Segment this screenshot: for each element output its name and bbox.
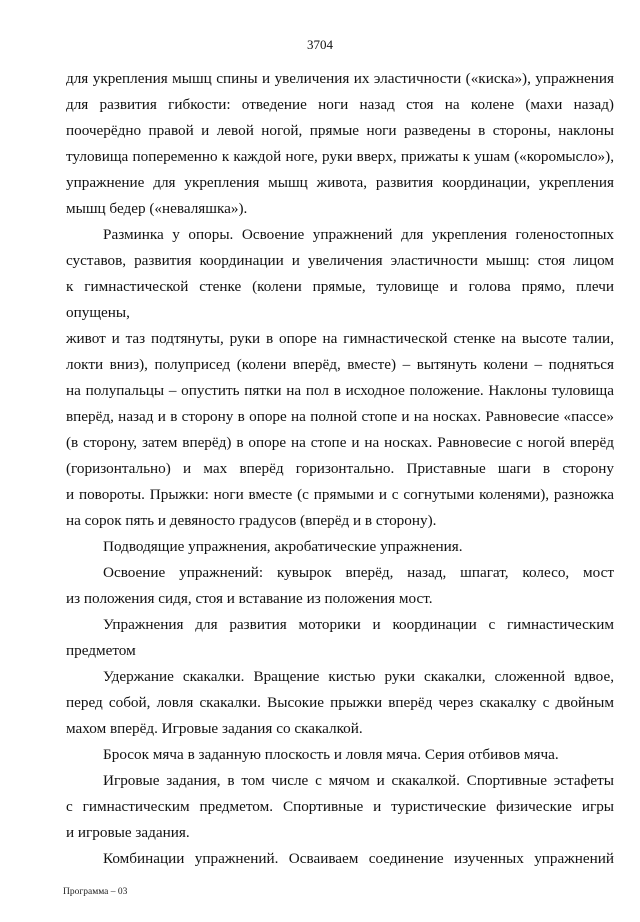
paragraph xyxy=(66,560,614,612)
page-footer: Программа – 03 xyxy=(63,887,128,897)
paragraph xyxy=(66,664,614,742)
text-line: и игровые задания. xyxy=(66,824,190,841)
text-line: перед собой, ловля скакалки. Высокие прыжки вперёд через скакалку с двойным xyxy=(66,694,614,711)
paragraph xyxy=(66,768,614,846)
text-line: Комбинации упражнений. Осваиваем соединение изученных упражнений xyxy=(103,850,614,867)
text-line: суставов, развития координации и увеличения эластичности мышц: стоя лицом xyxy=(66,252,614,269)
page-number: 3704 xyxy=(307,37,333,52)
paragraph xyxy=(66,66,614,222)
paragraph xyxy=(66,222,614,534)
text-line: и повороты. Прыжки: ноги вместе (с прямыми и с согнутыми коленями), разножка xyxy=(66,486,614,503)
text-line: поочерёдно правой и левой ногой, прямые ноги разведены в стороны, наклоны xyxy=(66,122,614,139)
text-line: мышц бедер («неваляшка»). xyxy=(66,200,248,217)
text-line: Упражнения для развития моторики и координации с гимнастическим xyxy=(103,616,614,633)
paragraph xyxy=(66,612,614,664)
text-line: вперёд, назад и в сторону в опоре на полной стопе и на носках. Равновесие «пассе» xyxy=(66,408,614,425)
paragraph xyxy=(66,742,614,768)
text-line: туловища попеременно к каждой ноге, руки вверх, прижаты к ушам («коромысло»), xyxy=(66,148,614,165)
text-line: локти вниз), полуприсед (колени вперёд, вместе) – вытянуть колени – подняться xyxy=(66,356,614,373)
text-line: на сорок пять и девяносто градусов (вперёд и в сторону). xyxy=(66,512,437,529)
text-line: живот и таз подтянуты, руки в опоре на гимнастической стенке на высоте талии, xyxy=(66,330,614,347)
text-line: для развития гибкости: отведение ноги назад стоя на колене (махи назад) xyxy=(66,96,614,113)
text-line: с гимнастическим предметом. Спортивные и туристические физические игры xyxy=(66,798,614,815)
text-line: махом вперёд. Игровые задания со скакалкой. xyxy=(66,720,363,737)
text-line: Удержание скакалки. Вращение кистью руки скакалки, сложенной вдвое, xyxy=(103,668,614,685)
paragraph xyxy=(66,534,614,560)
text-line: Разминка у опоры. Освоение упражнений для укрепления голеностопных xyxy=(103,226,614,243)
text-line: для укрепления мышц спины и увеличения их эластичности («киска»), упражнения xyxy=(66,70,614,87)
text-line: Бросок мяча в заданную плоскость и ловля мяча. Серия отбивов мяча. xyxy=(103,746,559,763)
text-line: на полупальцы – опустить пятки на пол в исходное положение. Наклоны туловища xyxy=(66,382,614,399)
text-line: Игровые задания, в том числе с мячом и скакалкой. Спортивные эстафеты xyxy=(103,772,614,789)
text-line: Подводящие упражнения, акробатические упражнения. xyxy=(103,538,463,555)
document-body xyxy=(66,66,614,872)
text-line: из положения сидя, стоя и вставание из положения мост. xyxy=(66,590,433,607)
text-line: упражнение для укрепления мышц живота, развития координации, укрепления xyxy=(66,174,614,191)
text-line: (в сторону, затем вперёд) в опоре на стопе и на носках. Равновесие с ногой вперёд xyxy=(66,434,614,451)
text-line: к гимнастической стенке (колени прямые, туловище и голова прямо, плечи опущены, xyxy=(66,278,614,321)
text-line: (горизонтально) и мах вперёд горизонтально. Приставные шаги в сторону xyxy=(66,460,614,477)
paragraph xyxy=(66,846,614,872)
text-line: Освоение упражнений: кувырок вперёд, назад, шпагат, колесо, мост xyxy=(103,564,614,581)
text-line: предметом xyxy=(66,642,136,659)
